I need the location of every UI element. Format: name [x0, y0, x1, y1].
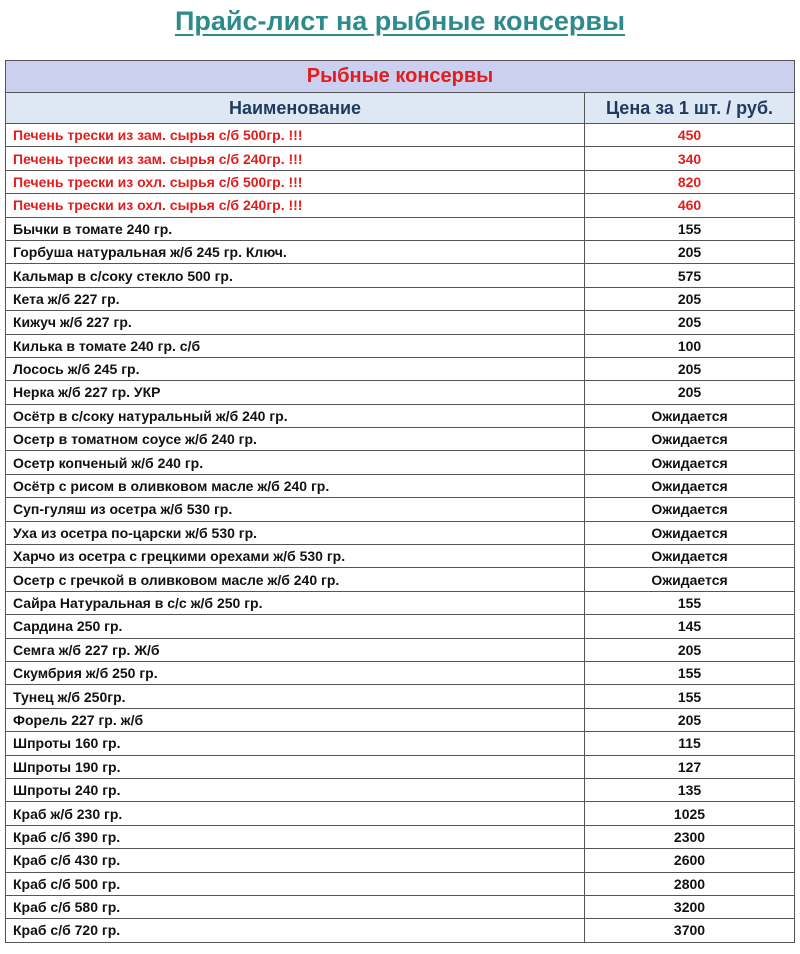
table-row — [6, 755, 795, 778]
price-cell: 155 — [585, 685, 795, 708]
product-name-cell: Печень трески из зам. сырья с/б 240гр. !!! — [6, 147, 585, 170]
price-cell: 2600 — [585, 849, 795, 872]
section-title: Рыбные консервы — [6, 61, 795, 93]
table-row — [6, 615, 795, 638]
product-name-cell: Тунец ж/б 250гр. — [6, 685, 585, 708]
product-name-cell: Шпроты 190 гр. — [6, 755, 585, 778]
price-cell: 2800 — [585, 872, 795, 895]
table-row — [6, 919, 795, 942]
table-row — [6, 334, 795, 357]
table-row — [6, 264, 795, 287]
price-cell: Ожидается — [585, 428, 795, 451]
table-row — [6, 545, 795, 568]
table-row — [6, 825, 795, 848]
price-cell: 155 — [585, 217, 795, 240]
price-cell: 460 — [585, 194, 795, 217]
table-row — [6, 451, 795, 474]
product-name-cell: Бычки в томате 240 гр. — [6, 217, 585, 240]
product-name-cell: Нерка ж/б 227 гр. УКР — [6, 381, 585, 404]
table-row — [6, 732, 795, 755]
price-cell: 205 — [585, 287, 795, 310]
price-cell: 155 — [585, 591, 795, 614]
price-table-body — [6, 124, 795, 943]
table-row — [6, 708, 795, 731]
table-row — [6, 357, 795, 380]
table-row — [6, 428, 795, 451]
price-cell: 205 — [585, 311, 795, 334]
price-cell: 205 — [585, 381, 795, 404]
table-row — [6, 802, 795, 825]
price-cell: 575 — [585, 264, 795, 287]
product-name-cell: Скумбрия ж/б 250 гр. — [6, 661, 585, 684]
product-name-cell: Кальмар в с/соку стекло 500 гр. — [6, 264, 585, 287]
table-row — [6, 895, 795, 918]
price-cell: Ожидается — [585, 474, 795, 497]
price-cell: 3700 — [585, 919, 795, 942]
price-cell: 135 — [585, 778, 795, 801]
table-row — [6, 217, 795, 240]
product-name-cell: Осётр в с/соку натуральный ж/б 240 гр. — [6, 404, 585, 427]
product-name-cell: Краб с/б 500 гр. — [6, 872, 585, 895]
price-cell: Ожидается — [585, 545, 795, 568]
table-row — [6, 287, 795, 310]
table-row — [6, 498, 795, 521]
table-row — [6, 872, 795, 895]
table-row — [6, 124, 795, 147]
product-name-cell: Краб с/б 720 гр. — [6, 919, 585, 942]
price-cell: Ожидается — [585, 451, 795, 474]
product-name-cell: Сайра Натуральная в с/с ж/б 250 гр. — [6, 591, 585, 614]
product-name-cell: Осетр с гречкой в оливковом масле ж/б 240 гр. — [6, 568, 585, 591]
price-cell: Ожидается — [585, 498, 795, 521]
section-header-row — [6, 61, 795, 93]
product-name-cell: Печень трески из охл. сырья с/б 240гр. !!! — [6, 194, 585, 217]
price-cell: 205 — [585, 357, 795, 380]
price-cell: 205 — [585, 638, 795, 661]
product-name-cell: Краб с/б 580 гр. — [6, 895, 585, 918]
price-cell: 205 — [585, 240, 795, 263]
table-row — [6, 521, 795, 544]
table-row — [6, 778, 795, 801]
product-name-cell: Краб с/б 390 гр. — [6, 825, 585, 848]
product-name-cell: Шпроты 160 гр. — [6, 732, 585, 755]
price-cell: 100 — [585, 334, 795, 357]
product-name-cell: Харчо из осетра с грецкими орехами ж/б 530 гр. — [6, 545, 585, 568]
table-row — [6, 240, 795, 263]
column-header-row — [6, 93, 795, 124]
table-row — [6, 404, 795, 427]
product-name-cell: Краб с/б 430 гр. — [6, 849, 585, 872]
product-name-cell: Сардина 250 гр. — [6, 615, 585, 638]
price-cell: 127 — [585, 755, 795, 778]
table-row — [6, 474, 795, 497]
product-name-cell: Суп-гуляш из осетра ж/б 530 гр. — [6, 498, 585, 521]
price-cell: Ожидается — [585, 521, 795, 544]
product-name-cell: Краб ж/б 230 гр. — [6, 802, 585, 825]
price-cell: Ожидается — [585, 404, 795, 427]
product-name-cell: Килька в томате 240 гр. с/б — [6, 334, 585, 357]
price-cell: 145 — [585, 615, 795, 638]
price-cell: 340 — [585, 147, 795, 170]
price-cell: 3200 — [585, 895, 795, 918]
price-cell: 115 — [585, 732, 795, 755]
product-name-cell: Кета ж/б 227 гр. — [6, 287, 585, 310]
product-name-cell: Уха из осетра по-царски ж/б 530 гр. — [6, 521, 585, 544]
column-header-price: Цена за 1 шт. / руб. — [585, 93, 795, 124]
product-name-cell: Осетр в томатном соусе ж/б 240 гр. — [6, 428, 585, 451]
table-row — [6, 849, 795, 872]
product-name-cell: Печень трески из охл. сырья с/б 500гр. !!! — [6, 170, 585, 193]
price-cell: 205 — [585, 708, 795, 731]
product-name-cell: Лосось ж/б 245 гр. — [6, 357, 585, 380]
table-row — [6, 147, 795, 170]
table-row — [6, 194, 795, 217]
table-row — [6, 638, 795, 661]
product-name-cell: Печень трески из зам. сырья с/б 500гр. !!! — [6, 124, 585, 147]
table-row — [6, 661, 795, 684]
price-cell: 450 — [585, 124, 795, 147]
price-cell: Ожидается — [585, 568, 795, 591]
product-name-cell: Форель 227 гр. ж/б — [6, 708, 585, 731]
table-row — [6, 568, 795, 591]
column-header-name: Наименование — [6, 93, 585, 124]
table-row — [6, 685, 795, 708]
product-name-cell: Осетр копченый ж/б 240 гр. — [6, 451, 585, 474]
page-title: Прайс-лист на рыбные консервы — [174, 6, 626, 36]
table-row — [6, 311, 795, 334]
price-cell: 820 — [585, 170, 795, 193]
product-name-cell: Шпроты 240 гр. — [6, 778, 585, 801]
price-table — [5, 60, 795, 943]
table-row — [6, 381, 795, 404]
product-name-cell: Семга ж/б 227 гр. Ж/б — [6, 638, 585, 661]
product-name-cell: Кижуч ж/б 227 гр. — [6, 311, 585, 334]
price-cell: 155 — [585, 661, 795, 684]
product-name-cell: Осётр с рисом в оливковом масле ж/б 240 гр. — [6, 474, 585, 497]
price-cell: 2300 — [585, 825, 795, 848]
price-cell: 1025 — [585, 802, 795, 825]
table-row — [6, 170, 795, 193]
product-name-cell: Горбуша натуральная ж/б 245 гр. Ключ. — [6, 240, 585, 263]
table-row — [6, 591, 795, 614]
